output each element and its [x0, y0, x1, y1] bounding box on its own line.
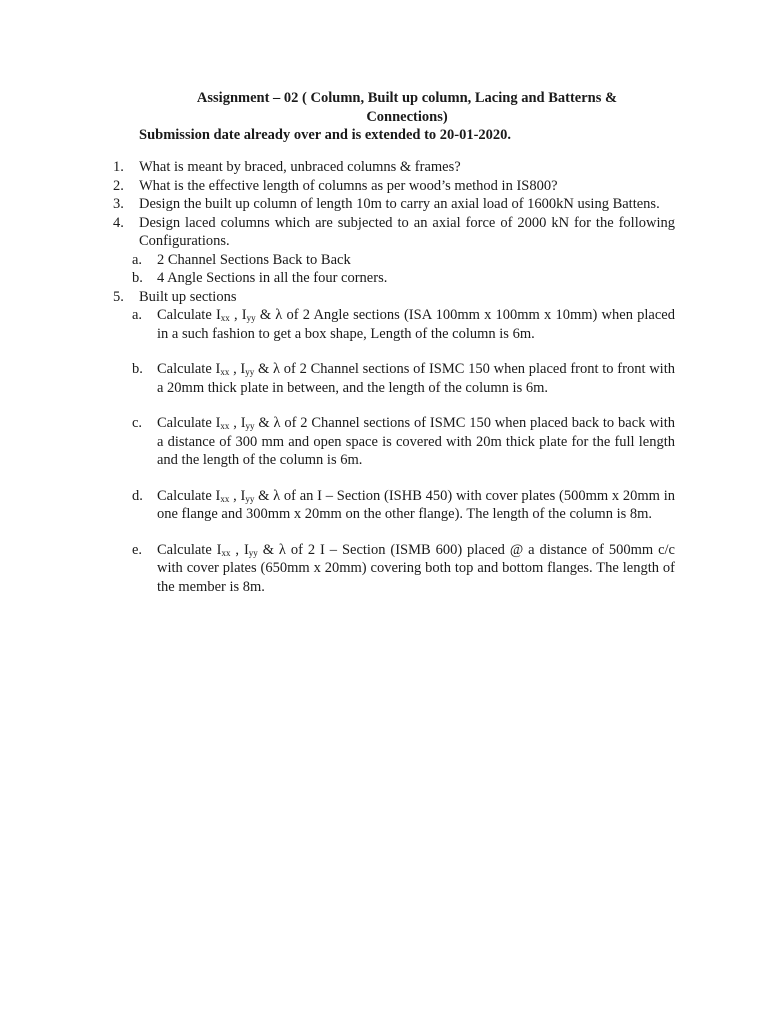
separator: , I — [229, 487, 246, 504]
lambda-symbol: & λ — [254, 415, 281, 431]
calc-item-rest: of 2 Angle sections (ISA 100mm x 100mm x 10mm) when placed in a such fashion to get a box shape, Length of the column is 6m. — [157, 307, 675, 342]
question-item — [110, 214, 675, 251]
sub-item — [110, 269, 675, 288]
sub-item — [110, 251, 675, 270]
question-text: Built up sections — [139, 288, 237, 305]
sub-item-letter: a. — [132, 251, 143, 268]
calc-item-text — [157, 488, 675, 523]
calc-item-rest: of 2 I – Section (ISMB 600) placed @ a distance of 500mm c/c with cover plates (650mm x 20mm) covering both top and bottom flanges. The length of the member is 8m. — [157, 541, 675, 595]
question-item — [110, 195, 675, 214]
calc-item-letter: b. — [132, 361, 143, 377]
separator: , I — [230, 541, 249, 558]
calc-item-rest: of 2 Channel sections of ISMC 150 when placed back to back with a distance of 300 mm and open space is covered with 20m thick plate for the full length and the length of the column is 6m. — [157, 415, 675, 468]
lambda-symbol: & λ — [255, 307, 283, 323]
lambda-symbol: & λ — [254, 487, 281, 504]
calc-item — [110, 414, 675, 470]
calc-item — [110, 541, 675, 597]
assignment-title: Assignment – 02 ( Column, Built up column, Lacing and Batterns & — [196, 90, 618, 106]
subscript-xx: xx — [220, 313, 230, 323]
subscript-yy: yy — [248, 547, 258, 558]
subscript-yy: yy — [245, 493, 255, 504]
calculate-label: Calculate I — [157, 415, 221, 431]
calc-item — [110, 360, 675, 397]
separator: , I — [229, 415, 246, 431]
question-5-subitems — [110, 306, 675, 596]
question-item — [110, 158, 675, 177]
calc-list — [110, 306, 675, 596]
calculate-label: Calculate I — [157, 361, 221, 377]
submission-note: Submission date already over and is extended to 20-01-2020. — [139, 127, 512, 143]
subscript-xx: xx — [220, 421, 230, 431]
question-item — [110, 288, 675, 307]
question-number: 3. — [113, 196, 124, 212]
calc-item — [110, 487, 675, 524]
calc-item-text — [157, 307, 675, 342]
calc-item-letter: e. — [132, 541, 143, 558]
calc-item-text — [157, 415, 675, 468]
question-number: 5. — [113, 288, 124, 305]
sub-item-text: 2 Channel Sections Back to Back — [157, 251, 351, 268]
calculate-label: Calculate I — [157, 487, 221, 504]
sub-item-text: 4 Angle Sections in all the four corners. — [157, 270, 388, 286]
subscript-yy: yy — [245, 367, 255, 377]
separator: , I — [229, 307, 247, 323]
calc-item-letter: a. — [132, 307, 143, 323]
calc-item-letter: d. — [132, 487, 143, 504]
sub-list — [110, 251, 675, 288]
question-text: What is the effective length of columns as per wood’s method in IS800? — [139, 177, 558, 194]
calc-item-rest: of an I – Section (ISHB 450) with cover plates (500mm x 20mm in one flange and 300mm x 20mm on the other flange). The length of the column is 8m. — [157, 487, 675, 522]
lambda-symbol: & λ — [257, 541, 286, 558]
subscript-yy: yy — [245, 421, 255, 431]
subscript-xx: xx — [220, 367, 230, 377]
separator: , I — [229, 361, 246, 377]
subscript-xx: xx — [220, 493, 230, 504]
question-text: Design laced columns which are subjected to an axial force of 2000 kN for the following Configurations. — [139, 214, 675, 249]
question-list — [110, 158, 675, 596]
calc-item-text — [157, 361, 675, 396]
calc-item-rest: of 2 Channel sections of ISMC 150 when placed front to front with a 20mm thick plate in between, and the length of the column is 6m. — [157, 361, 675, 396]
calc-item-letter: c. — [132, 415, 143, 431]
calculate-label: Calculate I — [157, 541, 222, 558]
question-item — [110, 177, 675, 196]
calculate-label: Calculate I — [157, 307, 221, 323]
question-number: 4. — [113, 214, 124, 231]
calc-item-text — [157, 542, 675, 595]
calc-item — [110, 306, 675, 343]
subscript-yy: yy — [246, 313, 256, 323]
title-block — [139, 89, 675, 145]
subscript-xx: xx — [221, 547, 231, 558]
sub-item-letter: b. — [132, 270, 143, 286]
question-number: 1. — [113, 159, 124, 175]
question-text: Design the built up column of length 10m to carry an axial load of 1600kN using Battens. — [139, 196, 660, 212]
question-text: What is meant by braced, unbraced columns & frames? — [139, 159, 461, 175]
lambda-symbol: & λ — [254, 361, 281, 377]
question-number: 2. — [113, 177, 124, 194]
question-4-subitems — [110, 251, 675, 288]
assignment-title-continued: Connections) — [366, 108, 448, 125]
